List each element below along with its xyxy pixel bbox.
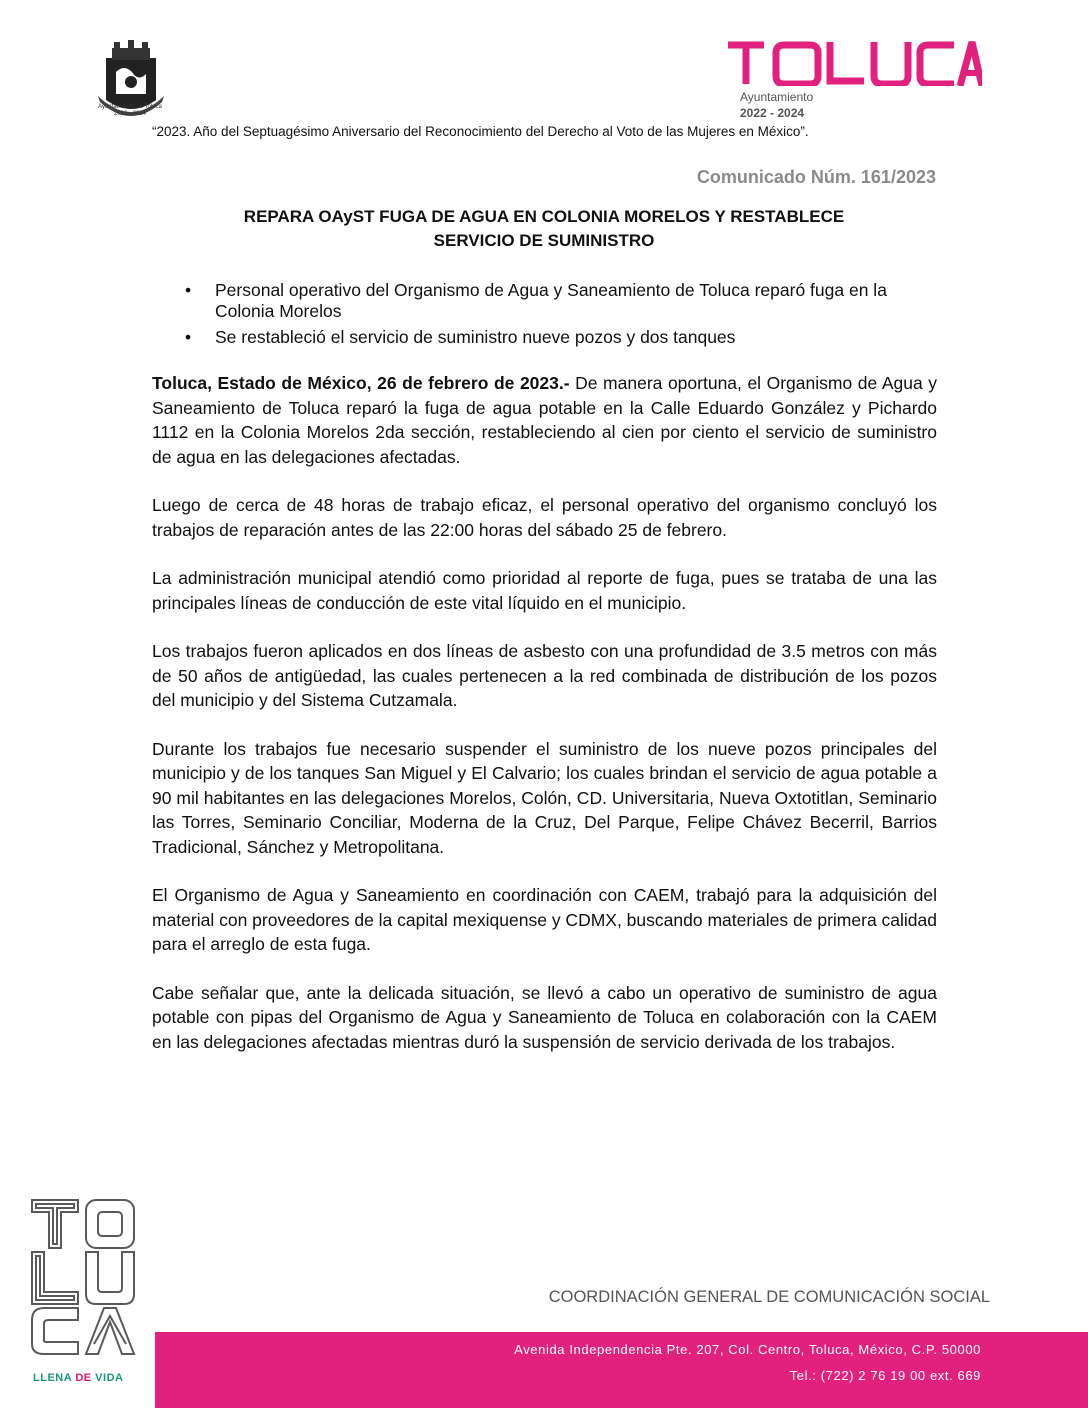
footer-phone: Tel.: (722) 2 76 19 00 ext. 669 xyxy=(789,1368,981,1383)
bullet-item xyxy=(185,280,937,322)
seal-caption xyxy=(82,104,178,118)
paragraph-4: Los trabajos fueron aplicados en dos líneas de asbesto con una profundidad de 3.5 metros con más de 50 años de antigüedad, las cuales pertenecen a la red combinada de distribución de los pozos del municipio y del Sistema Cutzamala. xyxy=(152,641,937,710)
headline-line2: SERVICIO DE SUMINISTRO xyxy=(433,231,655,250)
seal-caption-line1: Ayuntamiento de Toluca xyxy=(98,104,162,110)
toluca-stacked-logo-icon xyxy=(28,1196,140,1356)
headline xyxy=(152,205,936,253)
slogan-part3: VIDA xyxy=(95,1372,124,1384)
paragraph-5: Durante los trabajos fue necesario suspender el suministro de los nueve pozos principales del municipio y de los tanques San Miguel y El Calvario; los cuales brindan el servicio de agua potable a 90 mil habitantes en las delegaciones Morelos, Colón, CD. Universitaria, Nueva Oxtotitlan, Seminario las Torres, Seminario Conciliar, Moderna de la Cruz, Del Parque, Felipe Chávez Becerril, Barrios Tradicional, Sánchez y Metropolitana. xyxy=(152,738,937,857)
comunicado-number: Comunicado Núm. 161/2023 xyxy=(696,167,936,187)
paragraph-6: El Organismo de Agua y Saneamiento en coordinación con CAEM, trabajó para la adquisición del material con proveedores de la capital mexiquense y CDMX, buscando materiales de primera calidad para el arreglo de esta fuga. xyxy=(152,885,937,954)
toluca-logo-icon xyxy=(726,40,982,86)
seal-caption-line2: 2022 - 2024 xyxy=(113,111,147,117)
bullet-text: Se restableció el servicio de suministro nueve pozos y dos tanques xyxy=(215,327,736,347)
headline-line1: REPARA OAyST FUGA DE AGUA EN COLONIA MORELOS Y RESTABLECE xyxy=(243,207,845,226)
bullet-text: Personal operativo del Organismo de Agua y Saneamiento de Toluca reparó fuga en la Colonia Morelos xyxy=(215,280,887,321)
slogan-part1: LLENA xyxy=(33,1372,72,1384)
paragraph-1-text: De manera oportuna, el Organismo de Agua y Saneamiento de Toluca reparó la fuga de agua potable en la Calle Eduardo González y Pichardo 1112 en la Colonia Morelos 2da sección, restableciendo al cien por ciento el servicio de suministro de agua en las delegaciones afectadas. xyxy=(152,373,937,467)
dateline: Toluca, Estado de México, 26 de febrero de 2023.- xyxy=(152,373,570,393)
paragraph-3: La administración municipal atendió como prioridad al reporte de fuga, pues se trataba de una las principales líneas de conducción de este vital líquido en el municipio. xyxy=(152,568,937,613)
paragraph-1 xyxy=(152,371,937,469)
paragraph-7: Cabe señalar que, ante la delicada situación, se llevó a cabo un operativo de suministro de agua potable con pipas del Organismo de Agua y Saneamiento de Toluca en colaboración con la CAEM en las delegaciones afectadas mientras duró la suspensión de servicio derivada de los trabajos. xyxy=(152,982,937,1052)
ayuntamiento-years: 2022 - 2024 xyxy=(740,106,805,120)
bullet-item xyxy=(185,327,937,348)
paragraph-2: Luego de cerca de 48 horas de trabajo eficaz, el personal operativo del organismo concluyó los trabajos de reparación antes de las 22:00 horas del sábado 25 de febrero. xyxy=(152,495,937,540)
coordination-title: COORDINACIÓN GENERAL DE COMUNICACIÓN SOCIAL xyxy=(548,1288,990,1306)
year-motto: “2023. Año del Septuagésimo Aniversario del Reconocimiento del Derecho al Voto de las Mujeres en México”. xyxy=(152,124,809,139)
bullet-dot-icon: • xyxy=(185,280,192,300)
bullet-dot-icon: • xyxy=(185,327,192,347)
summary-bullets xyxy=(185,280,937,353)
slogan xyxy=(33,1372,123,1384)
press-release-body xyxy=(152,371,937,1078)
slogan-part2: DE xyxy=(71,1372,96,1384)
footer-address: Avenida Independencia Pte. 207, Col. Centro, Toluca, México, C.P. 50000 xyxy=(514,1342,981,1357)
ayuntamiento-label: Ayuntamiento xyxy=(740,90,814,104)
